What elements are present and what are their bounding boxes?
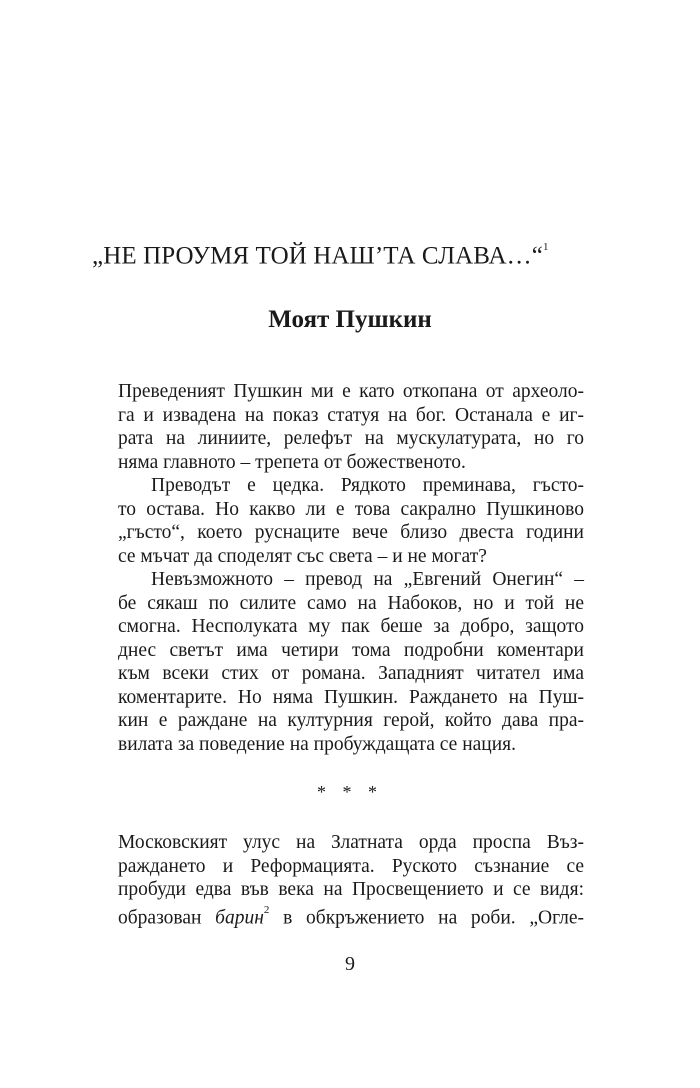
text-line: „гъсто“, което руснаците вече близо двеста години bbox=[118, 522, 584, 543]
text-line bbox=[118, 902, 584, 930]
paragraph bbox=[118, 380, 584, 474]
text-line: смогна. Несполуката му пак беше за добро, защото bbox=[118, 616, 584, 637]
text-line: няма главното – трепета от божественото. bbox=[118, 451, 466, 473]
text-line: Московският улус на Златната орда проспа Въз- bbox=[118, 832, 584, 853]
text-line: рата на линиите, релефът на мускулатурата, но го bbox=[118, 428, 584, 449]
text-line: бе сякаш по силите само на Набоков, но и той не bbox=[118, 592, 584, 614]
paragraph bbox=[118, 831, 584, 930]
chapter-title bbox=[92, 236, 612, 271]
paragraph bbox=[118, 568, 584, 756]
body-text-block bbox=[118, 380, 584, 756]
text-line: Преведеният Пушкин ми е като откопана от археоло- bbox=[118, 381, 584, 402]
text-line: се мъчат да споделят със света – и не могат? bbox=[118, 545, 487, 567]
text-line: то остава. Но какво ли е това сакрално Пушкиново bbox=[118, 498, 584, 520]
footnote-marker: 1 bbox=[542, 241, 549, 253]
text-run: образован bbox=[118, 907, 216, 928]
text-line: днес светът има четири тома подробни коментари bbox=[118, 639, 584, 661]
section-separator: * * * bbox=[317, 782, 383, 802]
text-line: Преводът е цедка. Рядкото преминава, гъсто- bbox=[151, 475, 584, 496]
text-run: в обкръжението на роби. „Огле- bbox=[269, 907, 584, 928]
text-line: кин е раждане на културния герой, който дава пра- bbox=[118, 710, 584, 731]
text-line: вилата за поведение на пробуждащата се нация. bbox=[118, 733, 517, 755]
text-line: пробуди едва във века на Просвещението и се видя: bbox=[118, 879, 584, 900]
text-line: раждането и Реформацията. Руското съзнание се bbox=[118, 855, 584, 877]
text-line: га и извадена на показ статуя на бог. Останала е иг- bbox=[118, 404, 584, 426]
footnote-marker: 2 bbox=[263, 903, 270, 916]
text-line: Невъзможното – превод на „Евгений Онегин“ – bbox=[151, 569, 584, 590]
text-line: към всеки стих от романа. Западният читател има bbox=[118, 663, 584, 684]
paragraph bbox=[118, 474, 584, 568]
page-number: 9 bbox=[345, 953, 355, 975]
text-line: коментарите. Но няма Пушкин. Раждането на Пуш- bbox=[118, 686, 584, 708]
chapter-title-text: „НЕ ПРОУМЯ ТОЙ НАШ’ТА СЛАВА…“ bbox=[92, 242, 543, 270]
essay-title: Моят Пушкин bbox=[268, 306, 432, 333]
body-text-block bbox=[118, 831, 584, 930]
italic-word: барин bbox=[215, 907, 264, 928]
